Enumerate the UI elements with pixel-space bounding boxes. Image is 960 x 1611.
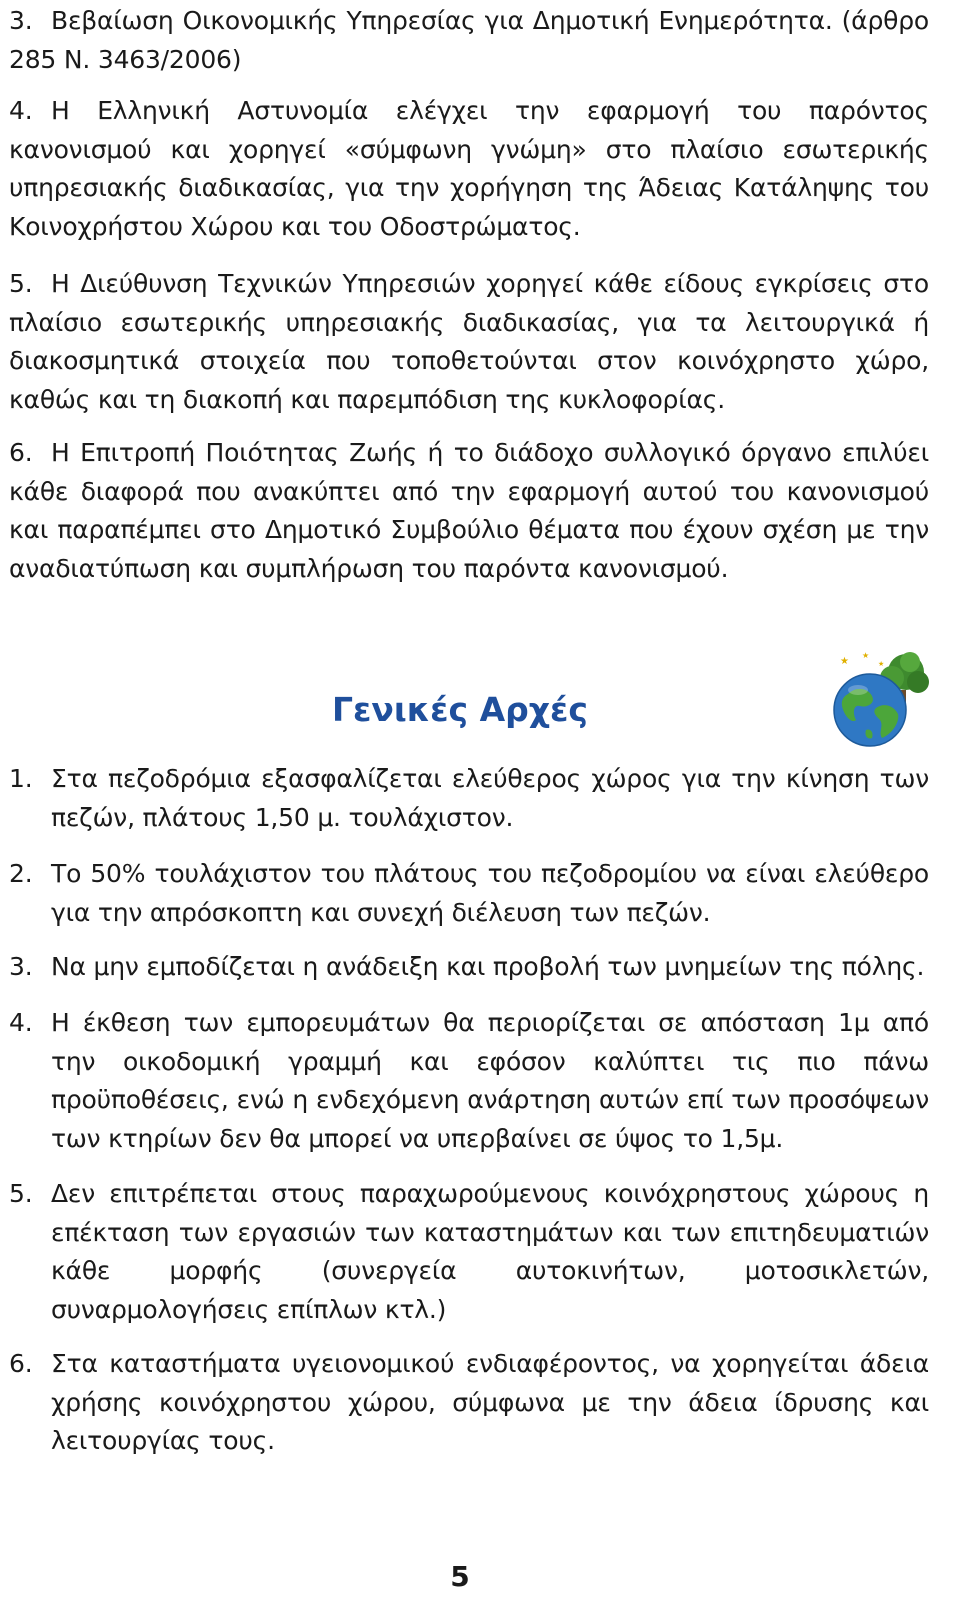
item-number: 5. xyxy=(9,1179,33,1208)
item-text: Η έκθεση των εμπορευμάτων θα περιορίζεται σε απόσταση 1μ από την οικοδομική γραμμή και εφόσον καλύπτει τις πιο πάνω προϋποθέσεις, ενώ η ενδεχόμενη ανάρτηση αυτών επί των προσόψεων των κτηρίων δεν θα μπορεί να υπερβαίνει σε ύψος το 1,5μ. xyxy=(51,1008,929,1153)
list-item xyxy=(9,948,929,987)
item-text: Το 50% τουλάχιστον του πλάτους του πεζοδρομίου να είναι ελεύθερο για την απρόσκοπτη και συνεχή διέλευση των πεζών. xyxy=(51,859,929,927)
svg-text:★: ★ xyxy=(862,651,870,660)
item-text: Να μην εμποδίζεται η ανάδειξη και προβολή των μνημείων της πόλης. xyxy=(51,952,925,981)
item-number: 6. xyxy=(9,1349,33,1378)
item-number: 1. xyxy=(9,764,33,793)
item-text: Στα πεζοδρόμια εξασφαλίζεται ελεύθερος χώρος για την κίνηση των πεζών, πλάτους 1,50 μ. τουλάχιστον. xyxy=(51,764,929,832)
item-number: 4. xyxy=(9,1008,33,1037)
item-text: Η Ελληνική Αστυνομία ελέγχει την εφαρμογή του παρόντος κανονισμού και χορηγεί «σύμφωνη γνώμη» στο πλαίσιο εσωτερικής υπηρεσιακής διαδικασίας, για την χορήγηση της Άδειας Κατάληψης του Κοινοχρήστου Χώρου και του Οδοστρώματος. xyxy=(9,96,929,241)
list-item xyxy=(9,855,929,932)
list-item xyxy=(9,760,929,837)
item-number: 4. xyxy=(9,96,33,125)
section-heading: Γενικές Αρχές xyxy=(332,690,588,729)
item-number: 3. xyxy=(9,952,33,981)
svg-text:★: ★ xyxy=(878,660,885,668)
svg-text:★: ★ xyxy=(840,656,849,667)
item-number: 2. xyxy=(9,859,33,888)
list-item xyxy=(9,92,929,246)
list-item xyxy=(9,1175,929,1329)
item-number: 6. xyxy=(9,438,33,467)
item-number: 5. xyxy=(9,269,33,298)
list-item xyxy=(9,265,929,419)
list-item xyxy=(9,434,929,588)
item-text: Η Διεύθυνση Τεχνικών Υπηρεσιών χορηγεί κάθε είδους εγκρίσεις στο πλαίσιο εσωτερικής υπηρεσιακής διαδικασίας, για τα λειτουργικά ή διακοσμητικά στοιχεία που τοποθετούνται στον κοινόχρηστο χώρο, καθώς και τη διακοπή και παρεμπόδιση της κυκλοφορίας. xyxy=(9,269,929,414)
list-item xyxy=(9,1004,929,1158)
list-item xyxy=(9,1345,929,1461)
item-text: Η Επιτροπή Ποιότητας Ζωής ή το διάδοχο συλλογικό όργανο επιλύει κάθε διαφορά που ανακύπτει από την εφαρμογή αυτού του κανονισμού και παραπέμπει στο Δημοτικό Συμβούλιο θέματα που έχουν σχέση με την αναδιατύπωση και συμπλήρωση του παρόντα κανονισμού. xyxy=(9,438,929,583)
list-item xyxy=(9,2,929,79)
item-text: Βεβαίωση Οικονομικής Υπηρεσίας για Δημοτική Ενημερότητα. (άρθρο 285 Ν. 3463/2006) xyxy=(9,6,929,74)
earth-globe-with-tree-icon xyxy=(826,650,934,750)
item-number: 3. xyxy=(9,6,33,35)
item-text: Στα καταστήματα υγειονομικού ενδιαφέροντος, να χορηγείται άδεια χρήσης κοινόχρηστου χώρου, σύμφωνα με την άδεια ίδρυσης και λειτουργίας τους. xyxy=(51,1349,929,1455)
page-number: 5 xyxy=(450,1560,470,1593)
item-text: Δεν επιτρέπεται στους παραχωρούμενους κοινόχρηστους χώρους η επέκταση των εργασιών των καταστημάτων και των επιτηδευματιών κάθε μορφής (συνεργεία αυτοκινήτων, μοτοσικλετών, συναρμολογήσεις επίπλων κτλ.) xyxy=(51,1179,929,1324)
